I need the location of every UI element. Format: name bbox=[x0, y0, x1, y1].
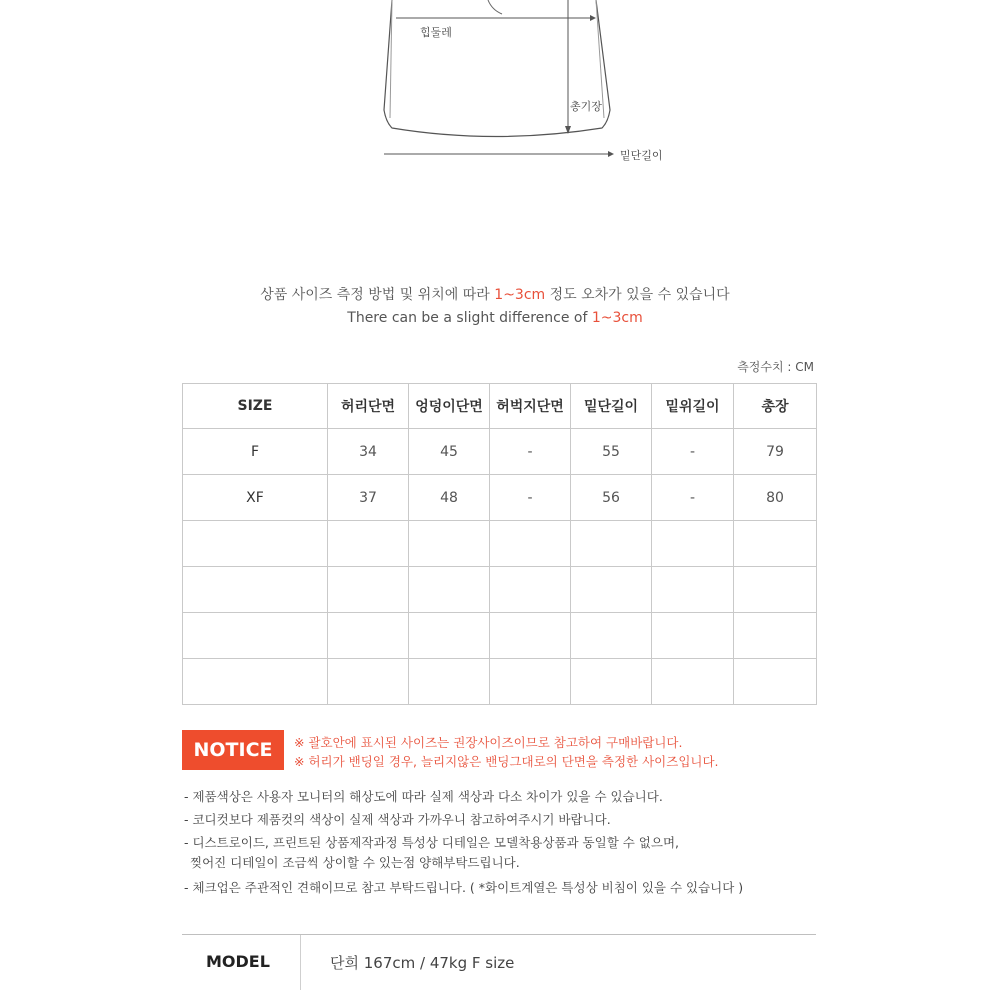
table-cell bbox=[409, 659, 490, 705]
table-cell: - bbox=[490, 475, 571, 521]
table-cell: 45 bbox=[409, 429, 490, 475]
table-cell bbox=[734, 659, 817, 705]
hem-label: 밑단길이 bbox=[620, 149, 663, 162]
info-bullet: 찢어진 디테일이 조금씩 상이할 수 있는점 양해부탁드립니다. bbox=[190, 855, 520, 870]
info-bullet: - 디스트로이드, 프린트된 상품제작과정 특성상 디테일은 모델착용상품과 동일할 수 없으며, bbox=[184, 835, 679, 850]
table-cell bbox=[652, 613, 734, 659]
total-length-label: 총기장 bbox=[570, 100, 602, 113]
table-cell bbox=[490, 521, 571, 567]
table-row bbox=[183, 475, 817, 521]
table-cell: - bbox=[652, 429, 734, 475]
skirt-outline bbox=[384, 0, 610, 137]
model-value: 단희 167cm / 47kg F size bbox=[330, 954, 515, 972]
table-header: 밑단길이 bbox=[571, 384, 652, 429]
table-header-row bbox=[183, 384, 817, 429]
size-table bbox=[182, 383, 817, 705]
table-cell bbox=[490, 567, 571, 613]
table-cell bbox=[652, 521, 734, 567]
table-header: 허리단면 bbox=[328, 384, 409, 429]
table-header: 밑위길이 bbox=[652, 384, 734, 429]
table-cell: - bbox=[652, 475, 734, 521]
table-header: 허벅지단면 bbox=[490, 384, 571, 429]
divider bbox=[300, 935, 301, 990]
table-cell bbox=[652, 567, 734, 613]
table-cell bbox=[571, 659, 652, 705]
table-cell bbox=[328, 659, 409, 705]
measurement-note-english bbox=[0, 310, 990, 326]
table-cell bbox=[409, 613, 490, 659]
info-bullet: - 체크업은 주관적인 견해이므로 참고 부탁드립니다. ( *화이트계열은 특성상 비침이 있을 수 있습니다 ) bbox=[184, 880, 744, 895]
table-cell: 34 bbox=[328, 429, 409, 475]
table-cell: 56 bbox=[571, 475, 652, 521]
table-header: 엉덩이단면 bbox=[409, 384, 490, 429]
table-cell bbox=[328, 567, 409, 613]
table-cell bbox=[734, 521, 817, 567]
table-cell bbox=[409, 567, 490, 613]
size-diagram bbox=[0, 0, 990, 180]
notice-line: ※ 허리가 밴딩일 경우, 늘리지않은 밴딩그대로의 단면을 측정한 사이즈입니다. bbox=[294, 754, 719, 769]
table-cell: 37 bbox=[328, 475, 409, 521]
note-text: There can be a slight difference of bbox=[347, 310, 592, 326]
table-cell: XF bbox=[183, 475, 328, 521]
unit-label: 측정수치 : CM bbox=[737, 360, 814, 374]
table-cell bbox=[183, 613, 328, 659]
notice-line: ※ 괄호안에 표시된 사이즈는 권장사이즈이므로 참고하여 구매바랍니다. bbox=[294, 735, 683, 750]
table-row bbox=[183, 567, 817, 613]
table-cell bbox=[328, 613, 409, 659]
table-cell bbox=[183, 567, 328, 613]
table-row bbox=[183, 521, 817, 567]
table-cell bbox=[183, 521, 328, 567]
table-cell bbox=[734, 567, 817, 613]
table-cell: 48 bbox=[409, 475, 490, 521]
table-cell: - bbox=[490, 429, 571, 475]
arrow-icon bbox=[608, 151, 614, 157]
table-cell bbox=[183, 659, 328, 705]
skirt-illustration bbox=[0, 0, 990, 180]
table-cell bbox=[409, 521, 490, 567]
table-cell bbox=[571, 567, 652, 613]
table-cell bbox=[490, 613, 571, 659]
measurement-note-korean bbox=[0, 284, 990, 304]
table-cell: 55 bbox=[571, 429, 652, 475]
table-cell: F bbox=[183, 429, 328, 475]
table-row bbox=[183, 659, 817, 705]
table-cell: 79 bbox=[734, 429, 817, 475]
table-cell bbox=[490, 659, 571, 705]
table-cell bbox=[652, 659, 734, 705]
table-cell bbox=[328, 521, 409, 567]
note-text: 정도 오차가 있을 수 있습니다 bbox=[545, 287, 730, 303]
note-accent: 1~3cm bbox=[494, 287, 546, 303]
note-text: 상품 사이즈 측정 방법 및 위치에 따라 bbox=[260, 287, 495, 303]
info-bullet: - 코디컷보다 제품컷의 색상이 실제 색상과 가까우니 참고하여주시기 바랍니다. bbox=[184, 812, 611, 827]
table-cell bbox=[571, 521, 652, 567]
table-header: SIZE bbox=[183, 384, 328, 429]
model-label: MODEL bbox=[206, 952, 270, 971]
table-row bbox=[183, 613, 817, 659]
divider bbox=[182, 934, 816, 935]
table-cell bbox=[571, 613, 652, 659]
table-cell bbox=[734, 613, 817, 659]
pocket-detail bbox=[488, 0, 502, 14]
notice-badge: NOTICE bbox=[182, 730, 284, 770]
note-accent: 1~3cm bbox=[591, 310, 643, 326]
table-header: 총장 bbox=[734, 384, 817, 429]
table-row bbox=[183, 429, 817, 475]
hip-label: 힙둘레 bbox=[420, 26, 452, 39]
arrow-icon bbox=[590, 15, 596, 21]
info-bullet: - 제품색상은 사용자 모니터의 해상도에 따라 실제 색상과 다소 차이가 있을 수 있습니다. bbox=[184, 789, 663, 804]
table-cell: 80 bbox=[734, 475, 817, 521]
